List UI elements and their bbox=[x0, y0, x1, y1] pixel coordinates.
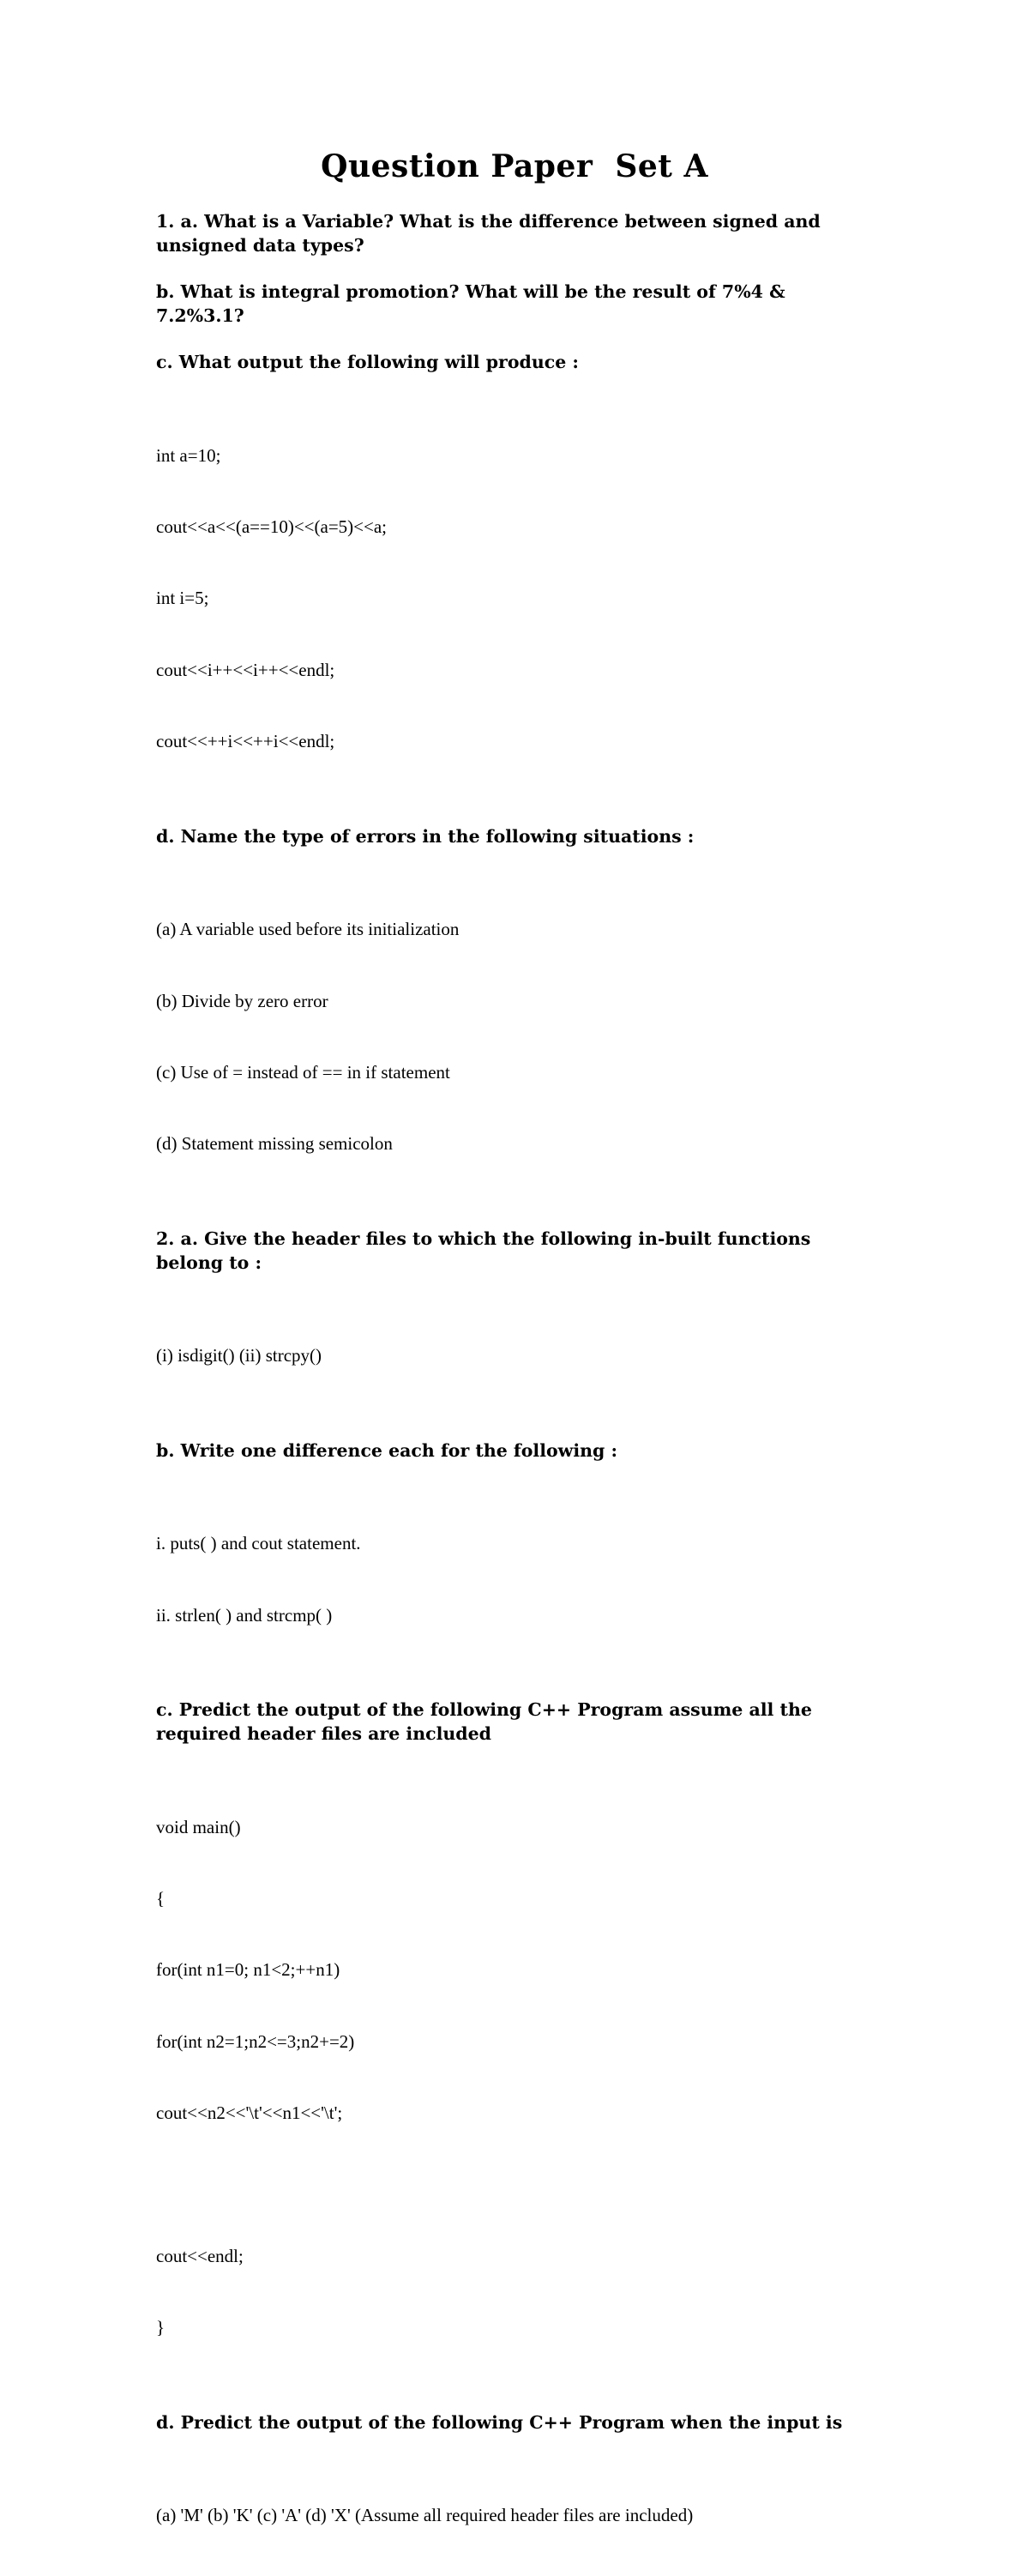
question-1a: 1. a. What is a Variable? What is the difference between signed and unsigned data types? bbox=[156, 211, 821, 256]
question-1d: d. Name the type of errors in the following situations : bbox=[156, 825, 695, 847]
code-line: void main() bbox=[156, 1816, 241, 1837]
code-line: int a=10; bbox=[156, 444, 221, 466]
option-item: i. puts( ) and cout statement. bbox=[156, 1533, 361, 1554]
option-item: ii. strlen( ) and strcmp( ) bbox=[156, 1604, 333, 1626]
code-line bbox=[156, 2174, 876, 2198]
question-2d-items bbox=[156, 2457, 876, 2576]
code-line: for(int n1=0; n1<2;++n1) bbox=[156, 1959, 340, 1981]
code-line: cout<<a<<(a==10)<<(a=5)<<a; bbox=[156, 516, 388, 537]
question-2a: 2. a. Give the header files to which the following in-built functions belong to : bbox=[156, 1228, 811, 1273]
question-content bbox=[156, 209, 876, 2576]
code-line: cout<<endl; bbox=[156, 2246, 244, 2266]
question-2b: b. Write one difference each for the following : bbox=[156, 1439, 618, 1461]
option-item: (c) Use of = instead of == in if statement bbox=[156, 1061, 450, 1083]
page-title: Question Paper Set A bbox=[321, 148, 708, 184]
option-item: (i) isdigit() (ii) strcpy() bbox=[156, 1345, 322, 1366]
option-item: (d) Statement missing semicolon bbox=[156, 1133, 393, 1155]
code-line: cout<<++i<<++i<<endl; bbox=[156, 731, 335, 752]
question-2c-code bbox=[156, 1768, 876, 2388]
question-1b: b. What is integral promotion? What will be the result of 7%4 & 7.2%3.1? bbox=[156, 281, 785, 326]
code-line: int i=5; bbox=[156, 588, 209, 609]
code-line: cout<<i++<<i++<<endl; bbox=[156, 659, 335, 680]
code-line: { bbox=[156, 1888, 165, 1909]
code-line: for(int n2=1;n2<=3;n2+=2) bbox=[156, 2030, 355, 2052]
question-1d-options bbox=[156, 871, 876, 1204]
question-2d: d. Predict the output of the following C++ Program when the input is bbox=[156, 2411, 843, 2433]
code-line: cout<<n2<<'\t'<<n1<<'\t'; bbox=[156, 2102, 343, 2124]
question-2c: c. Predict the output of the following C++ Program assume all the required header files are included bbox=[156, 1699, 812, 1745]
question-2b-items bbox=[156, 1485, 876, 1675]
question-2a-items bbox=[156, 1297, 876, 1416]
option-item: (a) 'M' (b) 'K' (c) 'A' (d) 'X' (Assume all required header files are included) bbox=[156, 2505, 694, 2526]
question-1c: c. What output the following will produce : bbox=[156, 352, 579, 372]
option-item: (b) Divide by zero error bbox=[156, 990, 328, 1011]
question-1c-code bbox=[156, 396, 876, 802]
option-item: (a) A variable used before its initialization bbox=[156, 919, 460, 940]
code-line: } bbox=[156, 2317, 165, 2338]
